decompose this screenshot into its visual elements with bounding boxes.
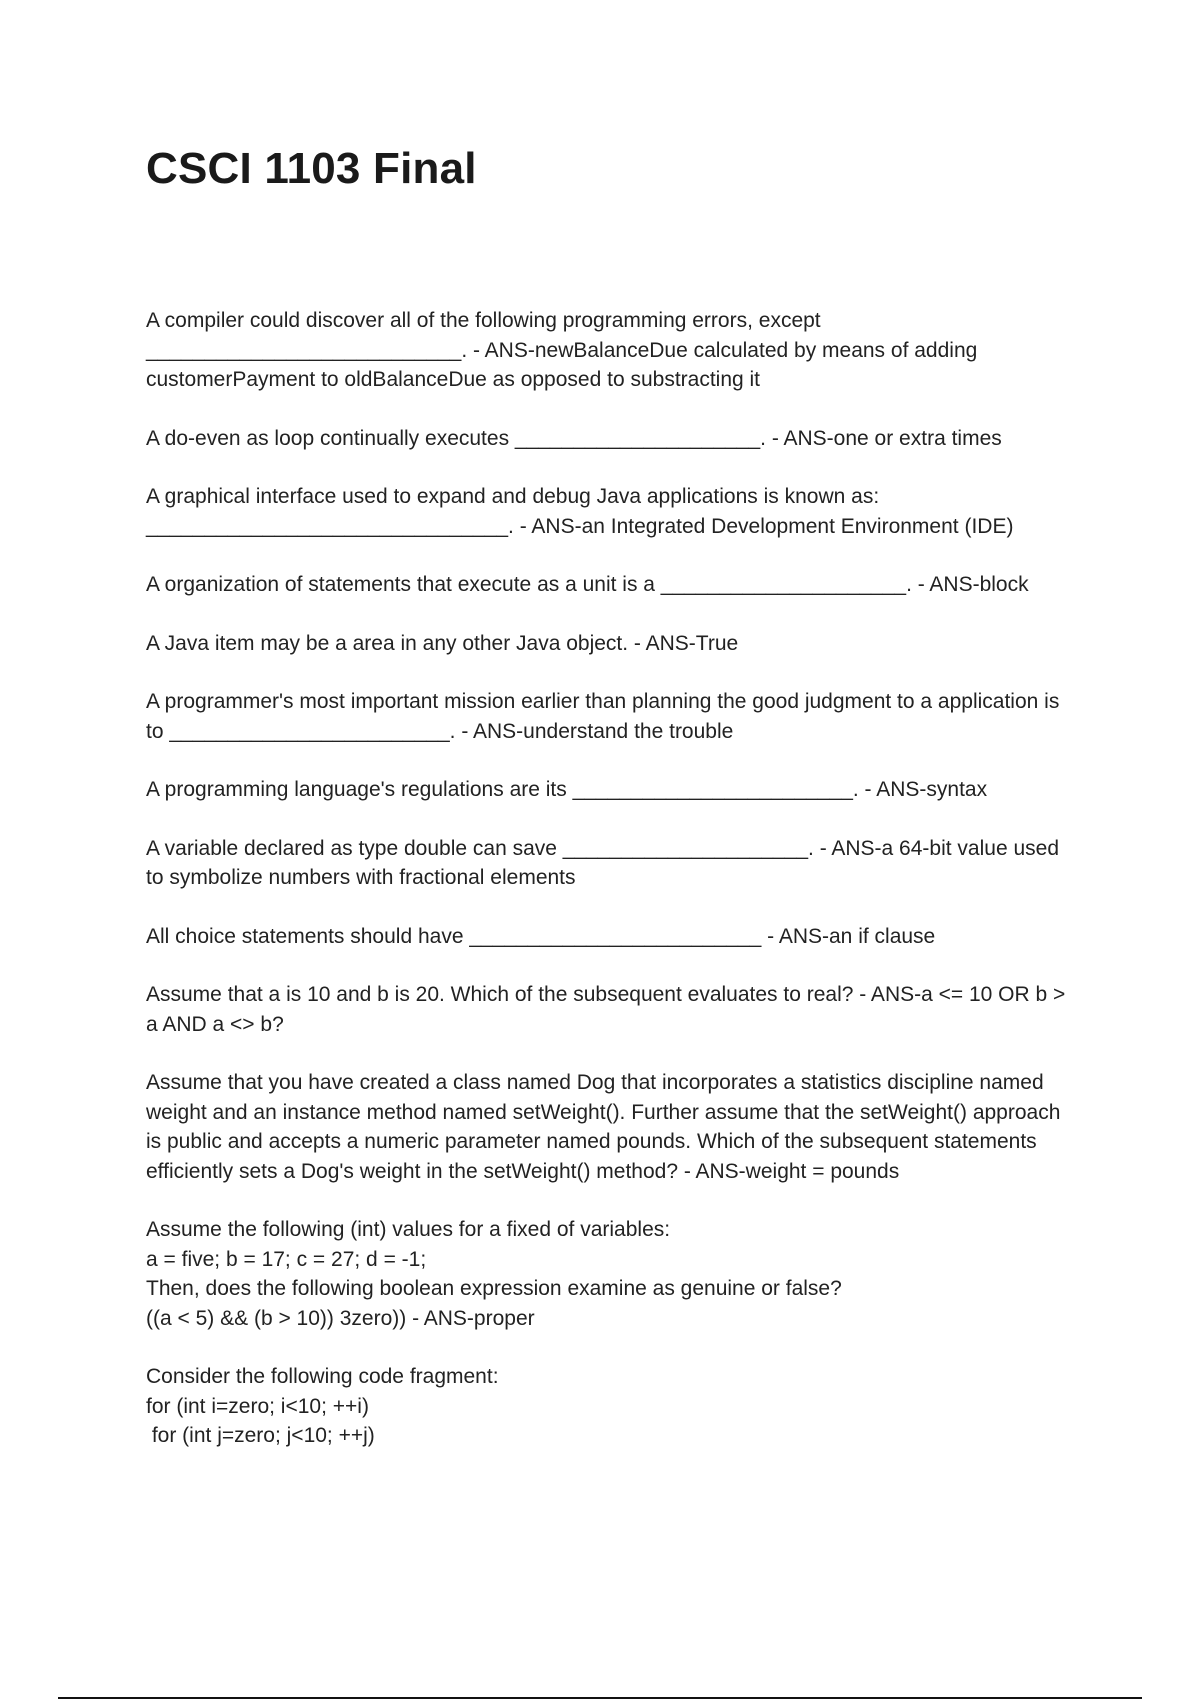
question-answer-list <box>146 306 1072 1480</box>
qa-item: A programming language's regulations are its ________________________. - ANS-syntax <box>146 778 988 801</box>
qa-item: Assume the following (int) values for a fixed of variables: a = five; b = 17; c = 27; d = -1; Then, does the following boolean expression examine as genuine or false? ((a < 5) && (b > 10)) 3zero)) - ANS-proper <box>146 1218 842 1330</box>
qa-item: Assume that a is 10 and b is 20. Which of the subsequent evaluates to real? - ANS-a <= 10 OR b > a AND a <> b? <box>146 983 1072 1036</box>
qa-item: A do-even as loop continually executes _____________________. - ANS-one or extra times <box>146 426 1002 450</box>
qa-item: A Java item may be a area in any other Java object. - ANS-True <box>146 631 739 655</box>
qa-item: A variable declared as type double can save _____________________. - ANS-a 64-bit value used to symbolize numbers with fractional elements <box>146 836 1065 889</box>
qa-item: Consider the following code fragment: for (int i=zero; i<10; ++i) for (int j=zero; j<10; ++j) <box>146 1365 499 1447</box>
qa-item: A graphical interface used to expand and debug Java applications is known as: _______________________________. - ANS-an Integrated Development Environment (IDE) <box>146 485 1014 538</box>
document-title: CSCI 1103 Final <box>146 144 477 193</box>
qa-item: A compiler could discover all of the following programming errors, except ___________________________. - ANS-newBalanceDue calculated by means of adding customerPayment to oldBalanceDue as opposed to substracting it <box>146 309 978 391</box>
qa-item: A programmer's most important mission earlier than planning the good judgment to a application is to ________________________. - ANS-understand the trouble <box>146 690 1066 743</box>
qa-item: A organization of statements that execute as a unit is a _____________________. - ANS-block <box>146 573 1029 596</box>
footer-divider <box>58 1697 1142 1699</box>
qa-item: All choice statements should have _________________________ - ANS-an if clause <box>146 924 936 948</box>
qa-item: Assume that you have created a class named Dog that incorporates a statistics discipline named weight and an instance method named setWeight(). Further assume that the setWeight() approach is public and accepts a numeric parameter named pounds. Which of the subsequent statements efficiently sets a Dog's weight in the setWeight() method? - ANS-weight = pounds <box>146 1071 1067 1183</box>
